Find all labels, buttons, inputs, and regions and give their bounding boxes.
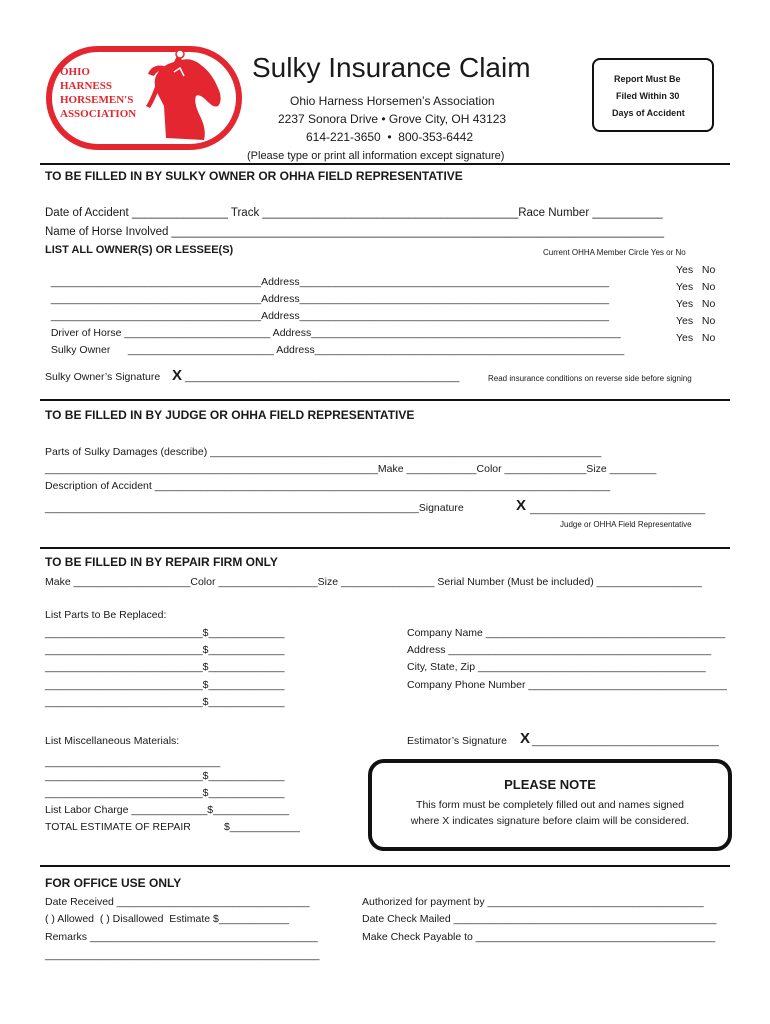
logo-line-association: ASSOCIATION <box>60 108 137 120</box>
member-circle-note: Current OHHA Member Circle Yes or No <box>543 248 686 257</box>
instruction-text: (Please type or print all information except signature) <box>247 150 505 162</box>
signature-x-mark: X <box>520 730 531 747</box>
org-name: Ohio Harness Horsemen’s Association <box>290 94 495 108</box>
owner-name-address-label[interactable]: ____________________________________Address <box>50 310 300 322</box>
please-note-line-1: This form must be completely filled out and names signed <box>416 799 684 811</box>
signature-x-mark: X <box>516 497 527 514</box>
company-city-state-zip-field[interactable]: City, State, Zip _______________________________________ <box>407 661 706 673</box>
owner-address-line[interactable]: _____________________________________________________ <box>299 293 610 305</box>
logo-line-ohio: OHIO <box>60 66 90 78</box>
owner-name-address-label[interactable]: ____________________________________Address <box>50 293 300 305</box>
remarks-field[interactable]: Remarks _______________________________________ <box>45 931 318 943</box>
parts-replaced-heading: List Parts to Be Replaced: <box>45 609 167 621</box>
yes-no-choice[interactable]: Yes No <box>676 332 716 344</box>
part-cost-row[interactable]: ___________________________$_____________ <box>45 627 285 639</box>
sulky-owner-label[interactable]: Sulky Owner _________________________ Address <box>50 344 315 356</box>
yes-no-choice[interactable]: Yes No <box>676 264 716 276</box>
part-cost-row[interactable]: ___________________________$_____________ <box>45 661 285 673</box>
section-repair-heading: TO BE FILLED IN BY REPAIR FIRM ONLY <box>45 555 278 569</box>
misc-materials-heading: List Miscellaneous Materials: <box>45 735 180 747</box>
accident-description-field[interactable]: Description of Accident ______________________________________________________________________________ <box>45 480 611 492</box>
labor-charge-field[interactable]: List Labor Charge _____________$_____________ <box>45 804 290 816</box>
estimator-signature-label: Estimator’s Signature <box>407 735 507 747</box>
check-payable-field[interactable]: Make Check Payable to _________________________________________ <box>362 931 716 943</box>
allowed-disallowed-estimate-field[interactable]: ( ) Allowed ( ) Disallowed Estimate $____________ <box>45 913 289 925</box>
please-note-title: PLEASE NOTE <box>504 777 596 792</box>
estimator-signature-field[interactable]: ________________________________ <box>532 735 719 747</box>
sulky-owner-signature-field[interactable]: _______________________________________________ <box>185 371 460 383</box>
divider <box>40 865 730 867</box>
owner-name-address-label[interactable]: ____________________________________Address <box>50 276 300 288</box>
sulky-owner-row[interactable] <box>45 332 624 356</box>
misc-material-row[interactable]: ___________________________$_____________ <box>45 770 285 782</box>
sulky-damage-parts-field[interactable]: Parts of Sulky Damages (describe) ___________________________________________________________________ <box>45 446 602 458</box>
sulky-owner-signature-label: Sulky Owner’s Signature <box>45 371 161 383</box>
horse-name-field[interactable]: Name of Horse Involved _____________________________________________________________________________ <box>45 226 665 238</box>
owners-heading: LIST ALL OWNER(S) OR LESSEE(S) <box>45 244 234 256</box>
accident-date-track-race-field[interactable]: Date of Accident _______________ Track ________________________________________Race Number ___________ <box>45 207 663 219</box>
please-note-box <box>368 759 732 851</box>
authorized-payment-field[interactable]: Authorized for payment by _____________________________________ <box>362 896 704 908</box>
report-line-2: Filed Within 30 <box>616 91 680 101</box>
report-line-1: Report Must Be <box>614 74 681 84</box>
misc-material-row[interactable]: ______________________________ <box>45 756 221 768</box>
judge-signature-caption: Judge or OHHA Field Representative <box>560 520 692 529</box>
misc-material-row[interactable]: ___________________________$_____________ <box>45 787 285 799</box>
org-address: 2237 Sonora Drive • Grove City, OH 43123 <box>278 112 507 126</box>
report-line-3: Days of Accident <box>612 108 685 118</box>
owner-address-line[interactable]: _____________________________________________________ <box>299 276 610 288</box>
part-cost-row[interactable]: ___________________________$_____________ <box>45 679 285 691</box>
company-address-field[interactable]: Address _____________________________________________ <box>407 644 712 656</box>
please-note-line-2: where X indicates signature before claim will be considered. <box>410 815 690 827</box>
part-cost-row[interactable]: ___________________________$_____________ <box>45 696 285 708</box>
read-conditions-note: Read insurance conditions on reverse side before signing <box>488 374 692 383</box>
divider <box>40 547 730 549</box>
remarks-continued-field[interactable]: _______________________________________________ <box>45 949 320 961</box>
ohha-logo <box>46 46 242 150</box>
divider <box>40 163 730 165</box>
judge-signature-field[interactable]: ______________________________ <box>530 503 706 515</box>
company-phone-field[interactable]: Company Phone Number __________________________________ <box>407 679 727 691</box>
logo-line-harness: HARNESS <box>60 80 112 92</box>
yes-no-choice[interactable]: Yes No <box>676 315 716 327</box>
total-estimate-label: TOTAL ESTIMATE OF REPAIR <box>45 821 191 833</box>
repair-make-color-serial-field[interactable]: Make ____________________Color _________________Size ________________ Serial Number (Must be included) __________________ <box>45 576 702 588</box>
office-use-heading: FOR OFFICE USE ONLY <box>45 876 182 890</box>
driver-address-line[interactable]: _____________________________________________________ <box>311 327 621 339</box>
owner-address-line[interactable]: _____________________________________________________ <box>299 310 610 322</box>
driver-label[interactable]: Driver of Horse _________________________ Address <box>50 327 312 339</box>
report-deadline-box <box>592 58 714 132</box>
logo-line-horsemens: HORSEMEN'S <box>60 94 134 106</box>
total-estimate-field[interactable]: $____________ <box>224 821 300 833</box>
company-name-field[interactable]: Company Name _________________________________________ <box>407 627 726 639</box>
divider <box>40 399 730 401</box>
section-owner-heading: TO BE FILLED IN BY SULKY OWNER OR OHHA FIELD REPRESENTATIVE <box>45 169 463 183</box>
page-title: Sulky Insurance Claim <box>252 52 531 83</box>
date-received-field[interactable]: Date Received _________________________________ <box>45 896 310 908</box>
date-check-mailed-field[interactable]: Date Check Mailed _____________________________________________ <box>362 913 717 925</box>
yes-no-choice[interactable]: Yes No <box>676 281 716 293</box>
make-color-size-field[interactable]: _________________________________________________________Make ____________Color ______________Size ________ <box>45 463 657 475</box>
section-judge-heading: TO BE FILLED IN BY JUDGE OR OHHA FIELD REPRESENTATIVE <box>45 408 415 422</box>
yes-no-choice[interactable]: Yes No <box>676 298 716 310</box>
signature-x-mark: X <box>172 367 183 384</box>
part-cost-row[interactable]: ___________________________$_____________ <box>45 644 285 656</box>
sulky-owner-address-line[interactable]: _____________________________________________________ <box>314 344 625 356</box>
org-phones: 614-221-3650 • 800-353-6442 <box>306 130 473 144</box>
judge-signature-label: ________________________________________________________________Signature <box>45 502 464 514</box>
